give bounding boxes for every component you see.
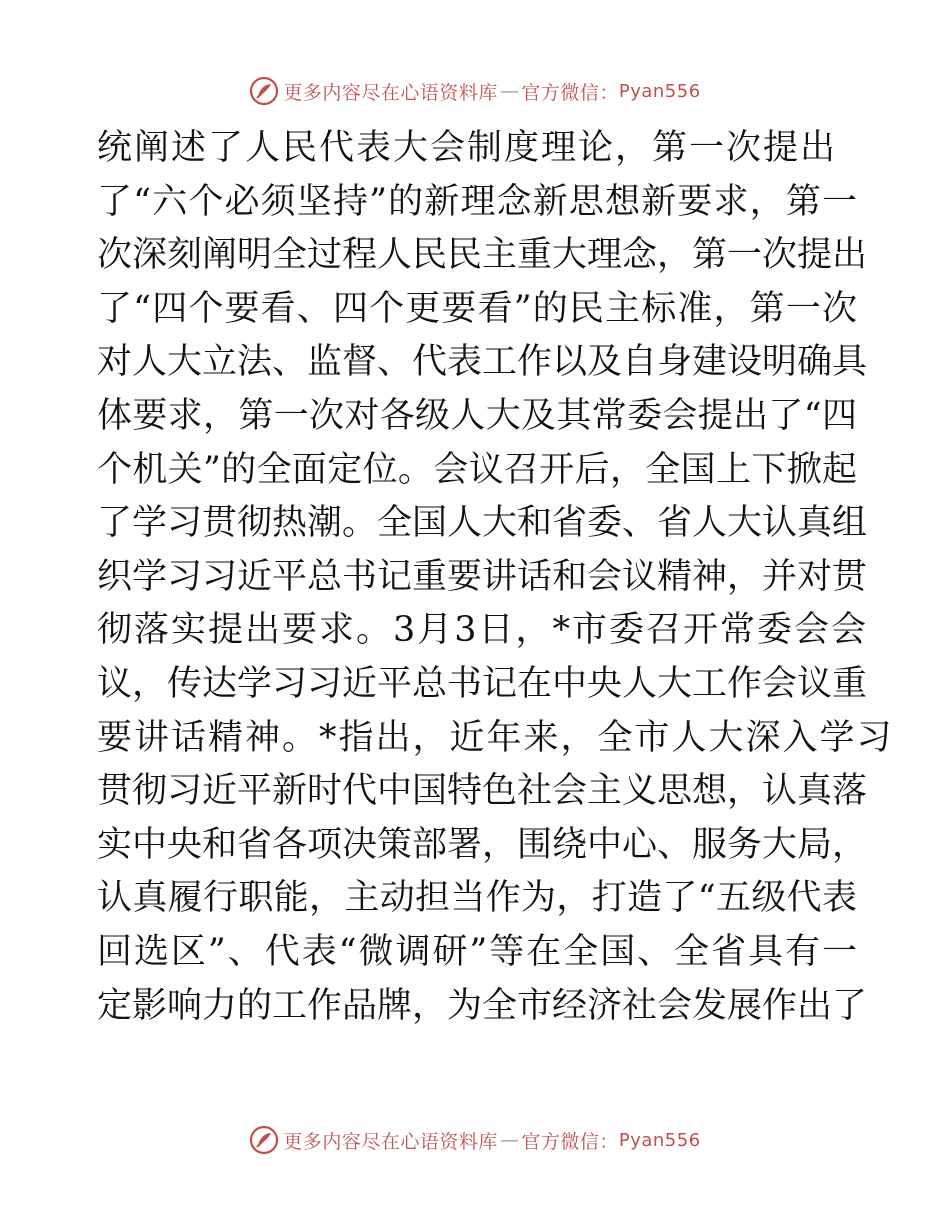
brand-logo-icon [249, 1125, 279, 1155]
watermark-id: Pyan556 [618, 80, 701, 102]
text-line: 实中央和省各项决策部署，围绕中心、服务大局， [97, 824, 868, 865]
watermark-text: 更多内容尽在心语资料库 [283, 81, 498, 104]
watermark-label: 官方微信： [521, 1130, 619, 1153]
text-line: 了“四个要看、四个更要看”的民主标准，第一次 [97, 288, 857, 329]
text-line: 织学习习近平总书记重要讲话和会议精神，并对贯 [97, 556, 868, 597]
text-line: 次深刻阐明全过程人民民主重大理念，第一次提出 [97, 235, 868, 276]
watermark-dash: — [499, 1129, 520, 1151]
watermark-id: Pyan556 [618, 1129, 701, 1151]
header-watermark [0, 74, 950, 108]
text-line: 了学习贯彻热潮。全国人大和省委、省人大认真组 [97, 503, 868, 544]
footer-watermark [0, 1123, 950, 1157]
text-line: 回选区”、代表“微调研”等在全国、全省具有一 [97, 931, 857, 972]
text-line: 贯彻习近平新时代中国特色社会主义思想，认真落 [97, 771, 868, 812]
text-line: 彻落实提出要求。3月3日，*市委召开常委会会 [97, 610, 869, 651]
text-line: 体要求，第一次对各级人大及其常委会提出了“四 [97, 395, 857, 436]
text-line: 统阐述了人民代表大会制度理论，第一次提出 [97, 128, 838, 168]
text-line: 认真履行职能，主动担当作为，打造了“五级代表 [97, 878, 857, 919]
brand-logo-icon [249, 76, 279, 106]
watermark-dash: — [499, 80, 520, 102]
text-line: 个机关”的全面定位。会议召开后，全国上下掀起 [97, 449, 857, 490]
text-line: 了“六个必须坚持”的新理念新思想新要求，第一 [97, 181, 857, 222]
text-line: 对人大立法、监督、代表工作以及自身建设明确具 [97, 342, 868, 383]
document-body [97, 122, 894, 1033]
watermark-label: 官方微信： [521, 81, 619, 104]
text-line: 定影响力的工作品牌，为全市经济社会发展作出了 [97, 985, 868, 1026]
text-line: 要讲话精神。*指出，近年来，全市人大深入学习 [97, 717, 894, 758]
watermark-text: 更多内容尽在心语资料库 [283, 1130, 498, 1153]
text-line: 议，传达学习习近平总书记在中央人大工作会议重 [97, 663, 868, 704]
